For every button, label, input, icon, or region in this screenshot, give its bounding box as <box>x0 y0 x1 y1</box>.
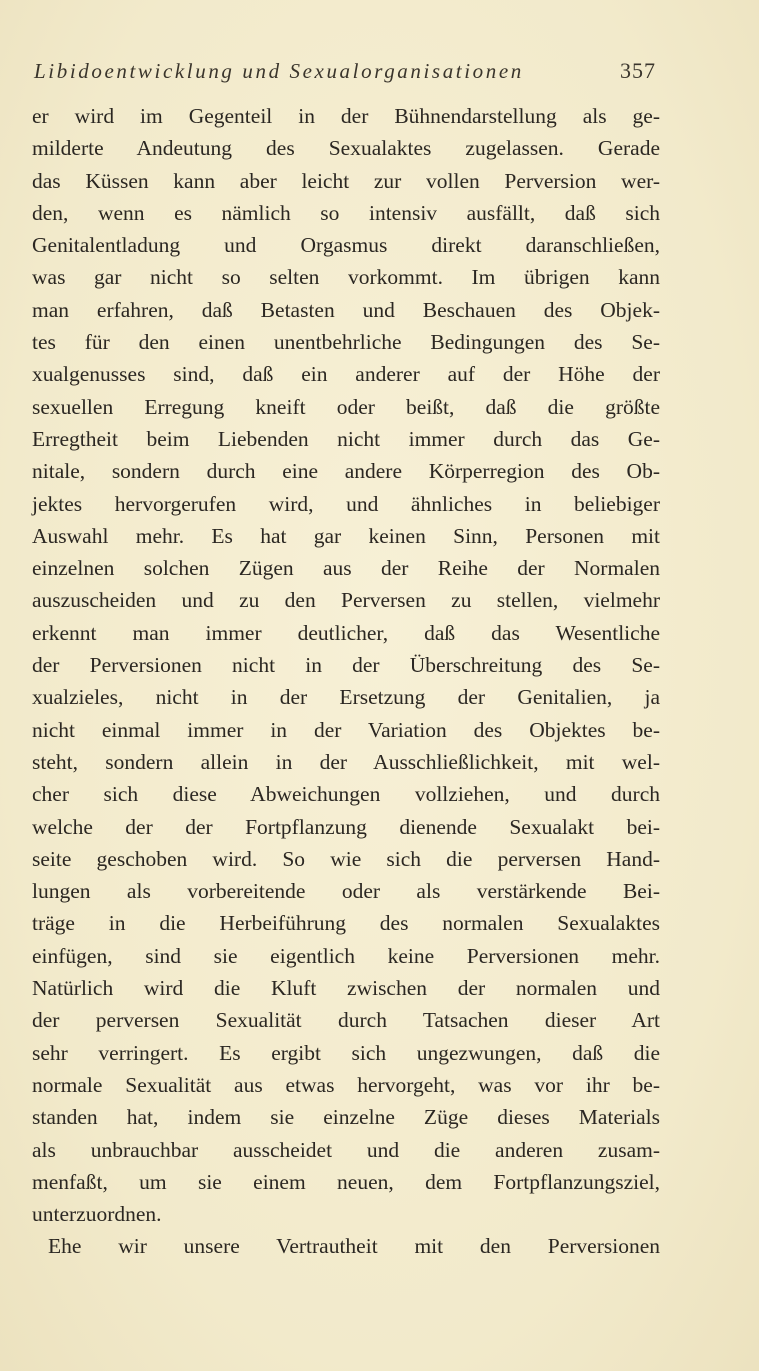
text-line: einfügen, sind sie eigentlich keine Perversionen mehr. <box>32 943 660 968</box>
text-line: sexuellen Erregung kneift oder beißt, daß die größte <box>32 394 660 419</box>
text-line: xualgenusses sind, daß ein anderer auf der Höhe der <box>32 362 660 387</box>
text-line: normale Sexualität aus etwas hervorgeht, was vor ihr be- <box>32 1072 660 1097</box>
text-line: welche der der Fortpflanzung dienende Sexualakt bei- <box>32 814 660 839</box>
paragraph-start-line: Ehe wir unsere Vertrautheit mit den Perversionen <box>48 1234 660 1259</box>
text-line: der Perversionen nicht in der Überschreitung des Se- <box>32 653 660 678</box>
text-line: man erfahren, daß Betasten und Beschauen des Objek- <box>32 297 660 322</box>
text-line: cher sich diese Abweichungen vollziehen, und durch <box>32 782 660 807</box>
text-line: einzelnen solchen Zügen aus der Reihe der Normalen <box>32 556 660 581</box>
text-line: er wird im Gegenteil in der Bühnendarstellung als ge- <box>32 104 660 128</box>
body-text <box>32 100 660 1263</box>
running-head <box>34 58 656 92</box>
text-line: jektes hervorgerufen wird, und ähnliches in beliebiger <box>32 491 660 516</box>
text-line: erkennt man immer deutlicher, daß das Wesentliche <box>32 620 660 645</box>
text-line: xualzieles, nicht in der Ersetzung der Genitalien, ja <box>32 685 660 710</box>
text-line: der perversen Sexualität durch Tatsachen dieser Art <box>32 1008 660 1033</box>
page-number: 357 <box>620 58 656 83</box>
text-line: nitale, sondern durch eine andere Körperregion des Ob- <box>32 459 660 484</box>
text-line: Genitalentladung und Orgasmus direkt daranschließen, <box>32 233 660 258</box>
text-line: steht, sondern allein in der Ausschließlichkeit, mit wel- <box>32 749 660 774</box>
paragraph-end-line: unterzuordnen. <box>32 1202 162 1227</box>
text-line: seite geschoben wird. So wie sich die perversen Hand- <box>32 846 660 871</box>
text-line: tes für den einen unentbehrliche Bedingungen des Se- <box>32 330 660 355</box>
text-line: das Küssen kann aber leicht zur vollen Perversion wer- <box>32 168 660 193</box>
text-line: milderte Andeutung des Sexualaktes zugelassen. Gerade <box>32 136 660 161</box>
text-line: nicht einmal immer in der Variation des Objektes be- <box>32 717 660 742</box>
running-title: Libidoentwicklung und Sexualorganisationen <box>34 59 524 83</box>
text-line: als unbrauchbar ausscheidet und die anderen zusam- <box>32 1137 660 1162</box>
text-line: sehr verringert. Es ergibt sich ungezwungen, daß die <box>32 1040 660 1065</box>
text-line: was gar nicht so selten vorkommt. Im übrigen kann <box>32 265 660 290</box>
text-line: träge in die Herbeiführung des normalen Sexualaktes <box>32 911 660 936</box>
text-line: standen hat, indem sie einzelne Züge dieses Materials <box>32 1105 660 1130</box>
text-line: Natürlich wird die Kluft zwischen der normalen und <box>32 976 660 1001</box>
text-line: den, wenn es nämlich so intensiv ausfällt, daß sich <box>32 200 660 225</box>
text-line: lungen als vorbereitende oder als verstärkende Bei- <box>32 879 660 904</box>
text-line: Auswahl mehr. Es hat gar keinen Sinn, Personen mit <box>32 523 660 548</box>
text-line: menfaßt, um sie einem neuen, dem Fortpflanzungsziel, <box>32 1169 660 1194</box>
text-line: Erregtheit beim Liebenden nicht immer durch das Ge- <box>32 426 660 451</box>
text-line: auszuscheiden und zu den Perversen zu stellen, vielmehr <box>32 588 660 613</box>
